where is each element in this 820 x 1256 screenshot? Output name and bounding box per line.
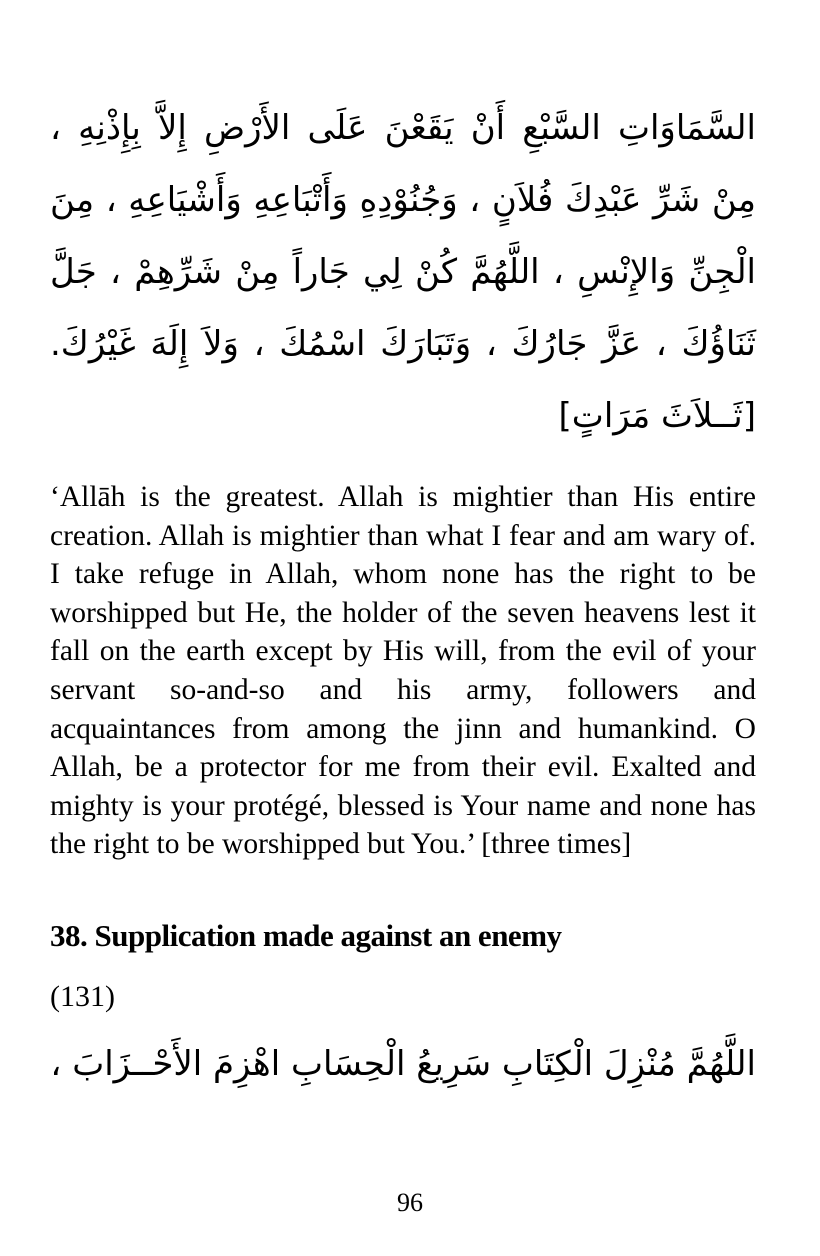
english-translation: ‘Allāh is the greatest. Allah is mightier than His entire creation. Allah is mightier than what I fear and am wary of. I take refuge in Allah, whom none has the right to be worshipped but He, the holder of the seven heavens lest it fall on the earth except by His will, from the evil of your servant so-and-so and his army, followers and acquaintances from among the jinn and humankind. O Allah, be a protector for me from their evil. Exalted and mighty is your protégé, blessed is Your name and none has the right to be worshipped but You.’ [three times] bbox=[50, 481, 756, 861]
arabic-supplication-text: السَّمَاوَاتِ السَّبْعِ أَنْ يَقَعْنَ عَلَى الأَرْضِ إِلاَّ بِإِذْنِهِ ، مِنْ شَرِّ عَبْدِكَ فُلاَنٍ ، وَجُنُوْدِهِ وَأَتْبَاعِهِ وَأَشْيَاعِهِ ، مِنَ الْجِنِّ وَالإِنْسِ ، اللَّهُمَّ كُنْ لِي جَاراً مِنْ شَرِّهِمْ ، جَلَّ ثَنَاؤُكَ ، عَزَّ جَارُكَ ، وَتَبَارَكَ اسْمُكَ ، وَلاَ إِلَهَ غَيْرُكَ. [ثَــلاَثَ مَرَاتٍ] bbox=[50, 108, 756, 436]
section-heading: 38. Supplication made against an enemy bbox=[50, 918, 562, 953]
page-number: 96 bbox=[397, 1188, 423, 1217]
arabic-supplication-line: اللَّهُمَّ مُنْزِلَ الْكِتَابِ سَرِيعُ الْحِسَابِ اهْزِمَ الأَحْــزَابَ ، bbox=[50, 1044, 756, 1084]
hadith-number: (131) bbox=[50, 980, 115, 1013]
